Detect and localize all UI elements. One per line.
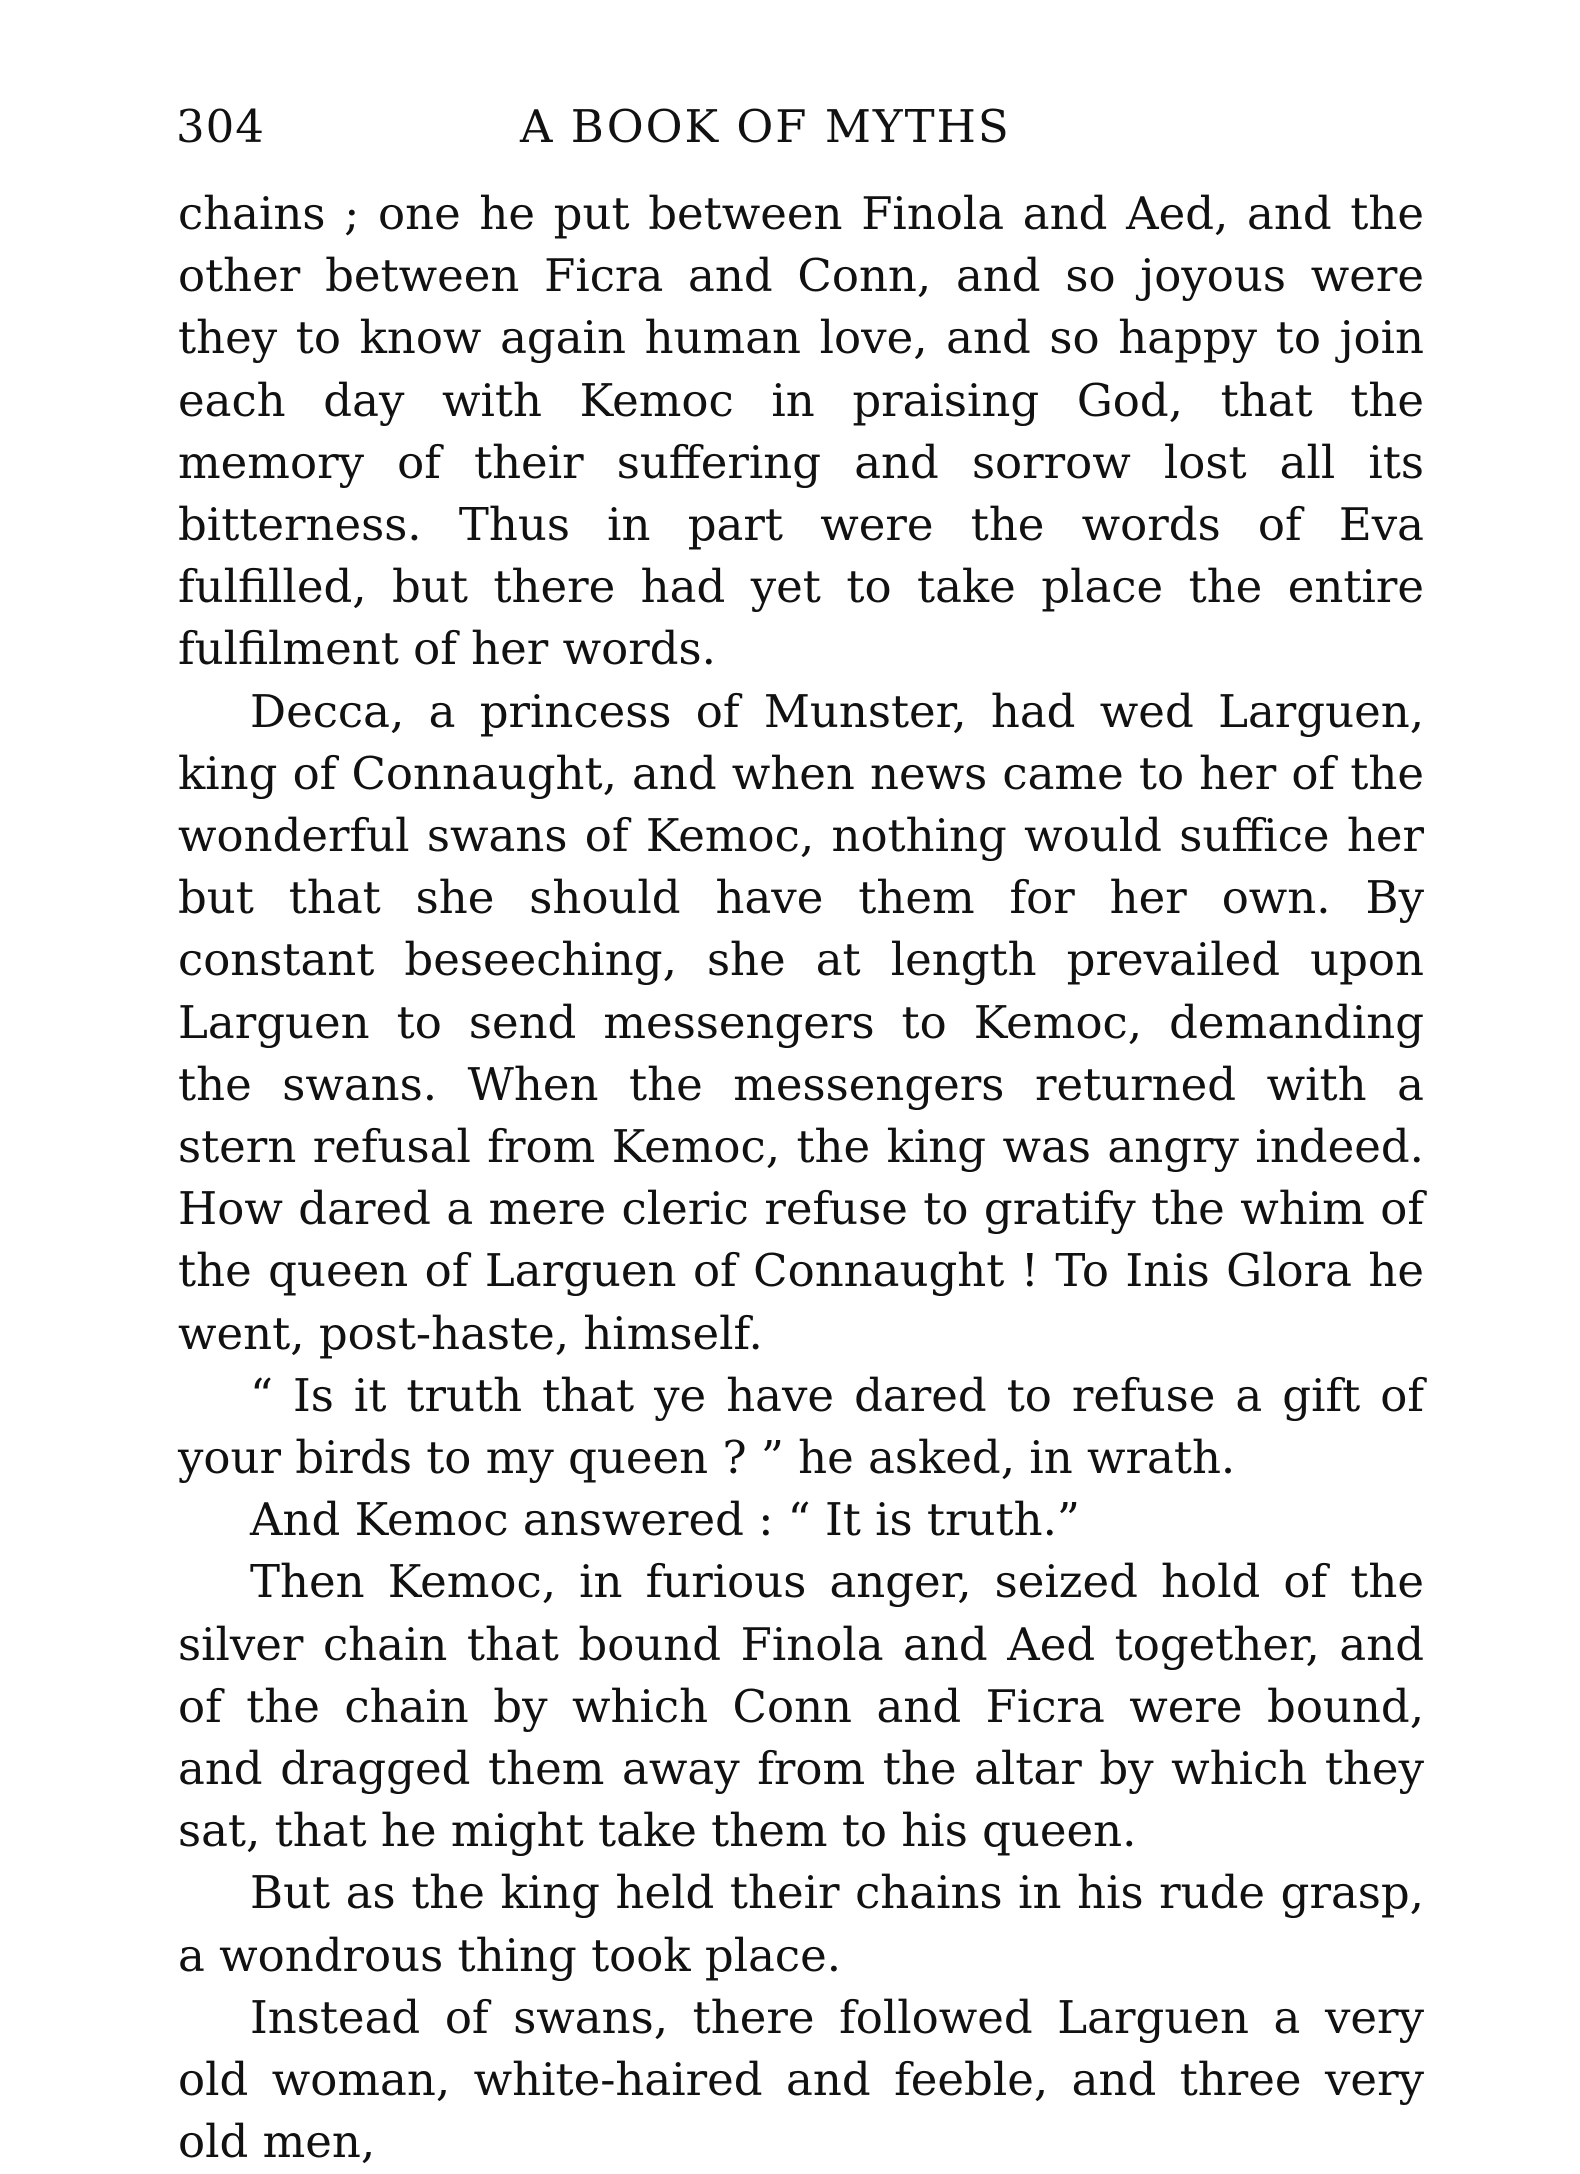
paragraph: “ Is it truth that ye have dared to refuse a gift of your birds to my queen ? ” he asked, in wrath. [178, 1368, 1424, 1485]
running-head [176, 92, 1420, 162]
page-number: 304 [176, 100, 265, 153]
paragraph: But as the king held their chains in his rude grasp, a wondrous thing took place. [178, 1866, 1424, 1982]
paragraph-continued: chains ; one he put between Finola and Aed, and the other between Ficra and Conn, and so joyous were they to know again human love, and so happy to join each day with Kemoc in praising God, that the memory of their suffering and sorrow lost all its bitterness. Thus in part were the words of Eva fulfilled, but there had yet to take place the entire fulfilment of her words. [178, 187, 1424, 676]
body-text [178, 183, 1424, 2174]
book-title: A BOOK OF MYTHS [520, 100, 1011, 153]
paragraph: And Kemoc answered : “ It is truth.” [250, 1493, 1080, 1547]
paragraph: Instead of swans, there followed Larguen a very old woman, white-haired and feeble, and three very old men, [178, 1990, 1424, 2169]
paragraph: Decca, a princess of Munster, had wed Larguen, king of Connaught, and when news came to her of the wonderful swans of Kemoc, nothing would suffice her but that she should have them for her own. By constant beseeching, she at length prevailed upon Larguen to send messengers to Kemoc, demanding the swans. When the messengers returned with a stern refusal from Kemoc, the king was angry indeed. How dared a mere cleric refuse to gratify the whim of the queen of Larguen of Connaught ! To Inis Glora he went, post-haste, himself. [178, 684, 1424, 1360]
paragraph: Then Kemoc, in furious anger, seized hold of the silver chain that bound Finola and Aed together, and of the chain by which Conn and Ficra were bound, and dragged them away from the altar by which they sat, that he might take them to his queen. [178, 1555, 1424, 1858]
